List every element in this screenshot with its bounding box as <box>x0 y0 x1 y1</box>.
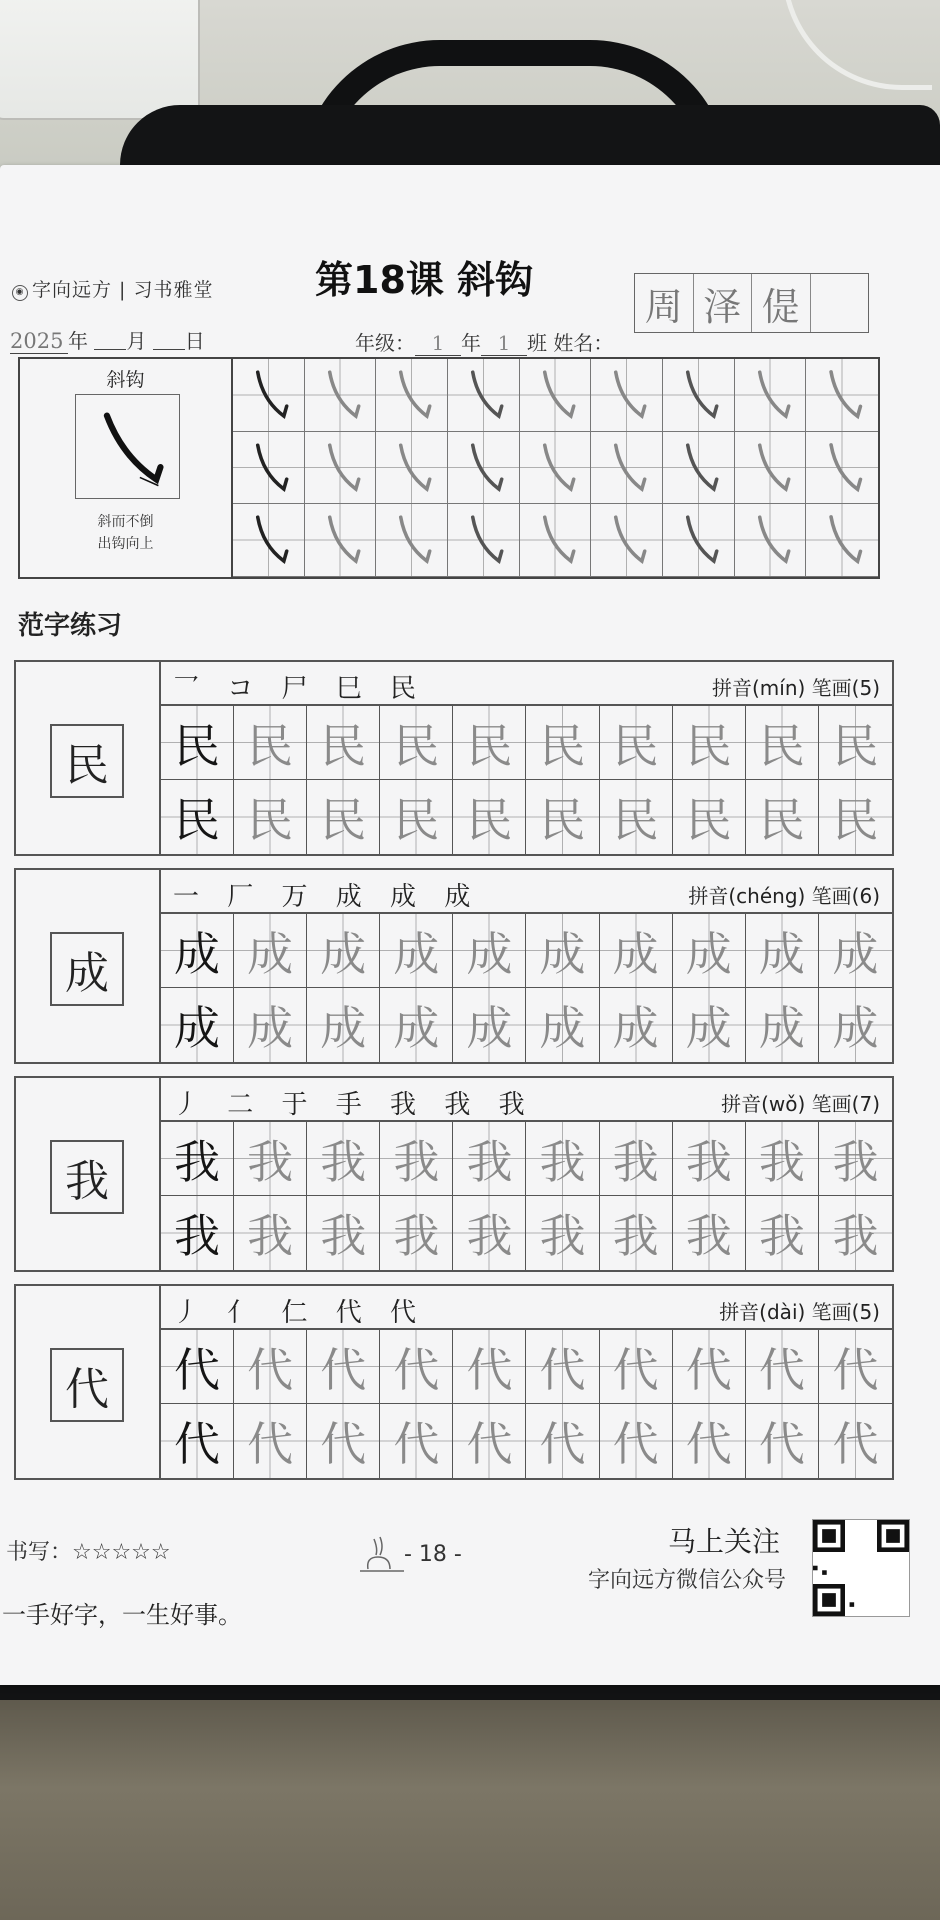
practice-character-cell: 代 <box>234 1330 307 1404</box>
stroke-practice-cell <box>806 432 878 505</box>
model-character-cell: 成 <box>161 988 234 1062</box>
stroke-practice-cell <box>233 432 305 505</box>
character-block <box>14 1284 894 1480</box>
character-practice-area <box>161 870 892 1062</box>
stroke-diagram <box>75 394 180 499</box>
practice-character-cell: 成 <box>380 914 453 988</box>
practice-character-cell: 民 <box>673 780 746 854</box>
cloth-background <box>0 1700 940 1920</box>
practice-character-cell: 代 <box>673 1330 746 1404</box>
practice-character-cell: 成 <box>307 988 380 1062</box>
slant-hook-stroke-icon <box>520 504 591 576</box>
slant-hook-stroke-icon <box>376 504 447 576</box>
date-line <box>10 325 205 354</box>
character-model-box: 民 <box>50 724 124 798</box>
stroke-practice-cell <box>520 504 592 577</box>
slant-hook-stroke-icon <box>735 432 806 504</box>
brand-mark-icon: ◉ <box>12 285 28 301</box>
practice-character-cell: 代 <box>600 1404 673 1478</box>
slant-hook-stroke-icon <box>305 432 376 504</box>
follow-title: 马上关注 <box>668 1525 781 1558</box>
page-number-text: - 18 - <box>404 1542 462 1567</box>
practice-character-cell: 我 <box>600 1196 673 1270</box>
stroke-practice-cell <box>735 359 807 432</box>
character-model-box: 代 <box>50 1348 124 1422</box>
stroke-practice-cell <box>448 504 520 577</box>
practice-character-cell: 代 <box>526 1330 599 1404</box>
character-grid <box>161 706 892 854</box>
practice-character-cell: 成 <box>234 988 307 1062</box>
stroke-demo <box>20 359 233 577</box>
practice-character-cell: 成 <box>819 914 892 988</box>
practice-character-cell: 我 <box>526 1122 599 1196</box>
slant-hook-stroke-icon <box>663 504 734 576</box>
stroke-practice-cell <box>376 432 448 505</box>
practice-character-cell: 代 <box>453 1404 526 1478</box>
grade-year-label: 年 <box>461 331 481 355</box>
stroke-practice-cell <box>591 504 663 577</box>
character-big-cell <box>16 662 161 854</box>
stroke-tip-line: 出钩向上 <box>97 536 154 552</box>
practice-character-cell: 成 <box>307 914 380 988</box>
practice-character-cell: 我 <box>673 1122 746 1196</box>
stroke-name: 斜钩 <box>106 369 145 391</box>
brand-text: 字向远方 | 习书雅堂 <box>32 279 214 301</box>
practice-character-cell: 成 <box>600 988 673 1062</box>
practice-character-cell: 代 <box>819 1330 892 1404</box>
practice-character-cell: 我 <box>526 1196 599 1270</box>
stroke-order: 乛 コ 尸 巳 民 <box>173 674 427 704</box>
practice-character-cell: 代 <box>380 1404 453 1478</box>
character-model-box: 成 <box>50 932 124 1006</box>
month-blank <box>94 332 126 350</box>
model-character-cell: 我 <box>161 1196 234 1270</box>
practice-character-cell: 成 <box>673 914 746 988</box>
practice-character-cell: 民 <box>453 780 526 854</box>
brand-logo <box>12 275 213 302</box>
grade-label: 年级： <box>355 331 415 355</box>
slant-hook-stroke-icon <box>663 359 734 431</box>
practice-character-cell: 我 <box>380 1122 453 1196</box>
slant-hook-stroke-icon <box>663 432 734 504</box>
stroke-practice-cell <box>376 359 448 432</box>
follow-subtitle: 字向远方微信公众号 <box>588 1568 787 1593</box>
qr-code-graphic <box>813 1520 909 1616</box>
practice-character-cell: 成 <box>673 988 746 1062</box>
slant-hook-stroke-icon <box>448 432 519 504</box>
pinyin-stroke-count: 拼音(chéng) 笔画(6) <box>688 884 880 908</box>
class-name-label: 班 姓名： <box>527 331 614 355</box>
practice-character-cell: 民 <box>526 780 599 854</box>
name-box <box>634 273 869 333</box>
stroke-practice-cell <box>663 359 735 432</box>
practice-character-cell: 民 <box>307 780 380 854</box>
character-block <box>14 660 894 856</box>
practice-character-cell: 代 <box>234 1404 307 1478</box>
practice-character-cell: 代 <box>453 1330 526 1404</box>
name-char: 偍 <box>752 274 811 332</box>
practice-character-cell: 我 <box>453 1196 526 1270</box>
year-written: 2025 <box>10 329 68 354</box>
slant-hook-stroke-icon <box>806 504 878 576</box>
practice-character-cell: 成 <box>234 914 307 988</box>
practice-character-cell: 我 <box>380 1196 453 1270</box>
day-blank <box>153 332 185 350</box>
model-character-cell: 代 <box>161 1330 234 1404</box>
practice-character-cell: 我 <box>307 1196 380 1270</box>
name-char: 泽 <box>694 274 753 332</box>
practice-character-cell: 我 <box>819 1122 892 1196</box>
practice-character-cell: 民 <box>600 706 673 780</box>
practice-character-cell: 代 <box>600 1330 673 1404</box>
practice-character-cell: 成 <box>526 988 599 1062</box>
character-grid <box>161 914 892 1062</box>
character-header <box>161 662 892 706</box>
practice-character-cell: 代 <box>307 1330 380 1404</box>
character-big-cell <box>16 1286 161 1478</box>
practice-character-cell: 我 <box>234 1122 307 1196</box>
slant-hook-stroke-icon <box>305 359 376 431</box>
practice-character-cell: 成 <box>453 914 526 988</box>
stroke-practice-cell <box>663 432 735 505</box>
model-character-cell: 民 <box>161 706 234 780</box>
pinyin-stroke-count: 拼音(wǒ) 笔画(7) <box>721 1092 880 1116</box>
practice-character-cell: 民 <box>453 706 526 780</box>
stroke-grid <box>233 359 878 577</box>
character-practice-area <box>161 662 892 854</box>
practice-character-cell: 民 <box>600 780 673 854</box>
character-block <box>14 1076 894 1272</box>
practice-character-cell: 民 <box>673 706 746 780</box>
stroke-order: 丿 二 于 手 我 我 我 <box>173 1090 535 1120</box>
stroke-practice-cell <box>233 359 305 432</box>
character-grid <box>161 1330 892 1478</box>
grade-line <box>355 327 613 356</box>
qr-code-icon <box>812 1519 910 1617</box>
grade-written: 1 <box>415 331 461 356</box>
stroke-practice-cell <box>591 432 663 505</box>
practice-character-cell: 代 <box>819 1404 892 1478</box>
stroke-practice-area <box>18 357 880 579</box>
stroke-practice-cell <box>735 504 807 577</box>
practice-character-cell: 成 <box>600 914 673 988</box>
slant-hook-stroke-icon <box>448 359 519 431</box>
character-grid <box>161 1122 892 1270</box>
pinyin-stroke-count: 拼音(mín) 笔画(5) <box>711 676 880 700</box>
slant-hook-stroke-icon <box>305 504 376 576</box>
practice-character-cell: 民 <box>819 706 892 780</box>
stroke-order: 一 厂 万 成 成 成 <box>173 882 481 912</box>
slant-hook-stroke-icon <box>376 359 447 431</box>
stroke-practice-cell <box>806 504 878 577</box>
slant-hook-stroke-icon <box>448 504 519 576</box>
character-big-cell <box>16 870 161 1062</box>
stroke-practice-cell <box>591 359 663 432</box>
laptop-corner <box>0 0 200 120</box>
character-header <box>161 1078 892 1122</box>
stroke-practice-cell <box>233 504 305 577</box>
model-character-cell: 成 <box>161 914 234 988</box>
practice-character-cell: 代 <box>673 1404 746 1478</box>
stroke-practice-cell <box>448 359 520 432</box>
slant-hook-stroke-icon <box>806 359 878 431</box>
practice-character-cell: 民 <box>307 706 380 780</box>
stroke-order: 丿 亻 仁 代 代 <box>173 1298 427 1328</box>
practice-character-cell: 成 <box>380 988 453 1062</box>
character-practice-area <box>161 1286 892 1478</box>
stroke-practice-cell <box>448 432 520 505</box>
model-character-cell: 代 <box>161 1404 234 1478</box>
stroke-practice-cell <box>520 359 592 432</box>
practice-character-cell: 成 <box>526 914 599 988</box>
practice-character-cell: 我 <box>453 1122 526 1196</box>
rabbit-icon <box>360 1535 404 1575</box>
stroke-tip <box>20 511 231 555</box>
section-title: 范字练习 <box>18 611 123 641</box>
practice-character-cell: 我 <box>819 1196 892 1270</box>
practice-character-cell: 民 <box>234 780 307 854</box>
stroke-practice-cell <box>305 359 377 432</box>
pinyin-stroke-count: 拼音(dài) 笔画(5) <box>719 1300 880 1324</box>
practice-character-cell: 成 <box>746 988 819 1062</box>
practice-character-cell: 民 <box>380 706 453 780</box>
slant-hook-stroke-icon <box>591 432 662 504</box>
stroke-practice-cell <box>735 432 807 505</box>
character-header <box>161 1286 892 1330</box>
slant-hook-stroke-icon <box>806 432 878 504</box>
stroke-practice-cell <box>806 359 878 432</box>
practice-character-cell: 民 <box>234 706 307 780</box>
slant-hook-stroke-icon <box>233 359 304 431</box>
name-char <box>811 274 869 332</box>
slant-hook-stroke-icon <box>520 359 591 431</box>
name-char: 周 <box>635 274 694 332</box>
month-label: 月 <box>126 329 147 353</box>
character-big-cell <box>16 1078 161 1270</box>
stroke-tip-line: 斜而不倒 <box>97 514 154 530</box>
model-character-cell: 我 <box>161 1122 234 1196</box>
slant-hook-stroke-icon <box>233 432 304 504</box>
practice-character-cell: 民 <box>746 706 819 780</box>
page-number <box>360 1535 462 1575</box>
slant-hook-stroke-icon <box>233 504 304 576</box>
practice-character-cell: 民 <box>380 780 453 854</box>
practice-character-cell: 我 <box>673 1196 746 1270</box>
slant-hook-stroke-icon <box>376 432 447 504</box>
day-label: 日 <box>184 329 205 353</box>
slant-hook-stroke-icon <box>735 359 806 431</box>
practice-character-cell: 我 <box>600 1122 673 1196</box>
practice-character-cell: 代 <box>307 1404 380 1478</box>
character-header <box>161 870 892 914</box>
practice-character-cell: 我 <box>307 1122 380 1196</box>
practice-character-cell: 成 <box>453 988 526 1062</box>
slant-hook-stroke-icon <box>735 504 806 576</box>
character-practice-area <box>161 1078 892 1270</box>
practice-character-cell: 代 <box>746 1330 819 1404</box>
worksheet-paper <box>0 165 940 1685</box>
practice-character-cell: 代 <box>380 1330 453 1404</box>
practice-character-cell: 我 <box>746 1122 819 1196</box>
character-model-box: 我 <box>50 1140 124 1214</box>
slant-hook-stroke-icon <box>591 504 662 576</box>
practice-character-cell: 我 <box>234 1196 307 1270</box>
practice-character-cell: 民 <box>526 706 599 780</box>
practice-character-cell: 我 <box>746 1196 819 1270</box>
slant-hook-stroke-icon <box>520 432 591 504</box>
practice-character-cell: 代 <box>746 1404 819 1478</box>
practice-character-cell: 民 <box>819 780 892 854</box>
character-block <box>14 868 894 1064</box>
stroke-practice-cell <box>376 504 448 577</box>
practice-character-cell: 代 <box>526 1404 599 1478</box>
stroke-practice-cell <box>305 432 377 505</box>
year-label: 年 <box>68 329 88 353</box>
stroke-practice-cell <box>305 504 377 577</box>
practice-character-cell: 民 <box>746 780 819 854</box>
lesson-title: 第18课 斜钩 <box>315 258 534 302</box>
practice-character-cell: 成 <box>819 988 892 1062</box>
class-written: 1 <box>481 331 527 356</box>
stroke-practice-cell <box>663 504 735 577</box>
stroke-diagram-icon <box>76 395 179 498</box>
motto: 一手好字，一生好事。 <box>2 1601 242 1629</box>
stroke-practice-cell <box>520 432 592 505</box>
writing-rating: 书写：☆☆☆☆☆ <box>6 1540 171 1565</box>
model-character-cell: 民 <box>161 780 234 854</box>
practice-character-cell: 成 <box>746 914 819 988</box>
slant-hook-stroke-icon <box>591 359 662 431</box>
